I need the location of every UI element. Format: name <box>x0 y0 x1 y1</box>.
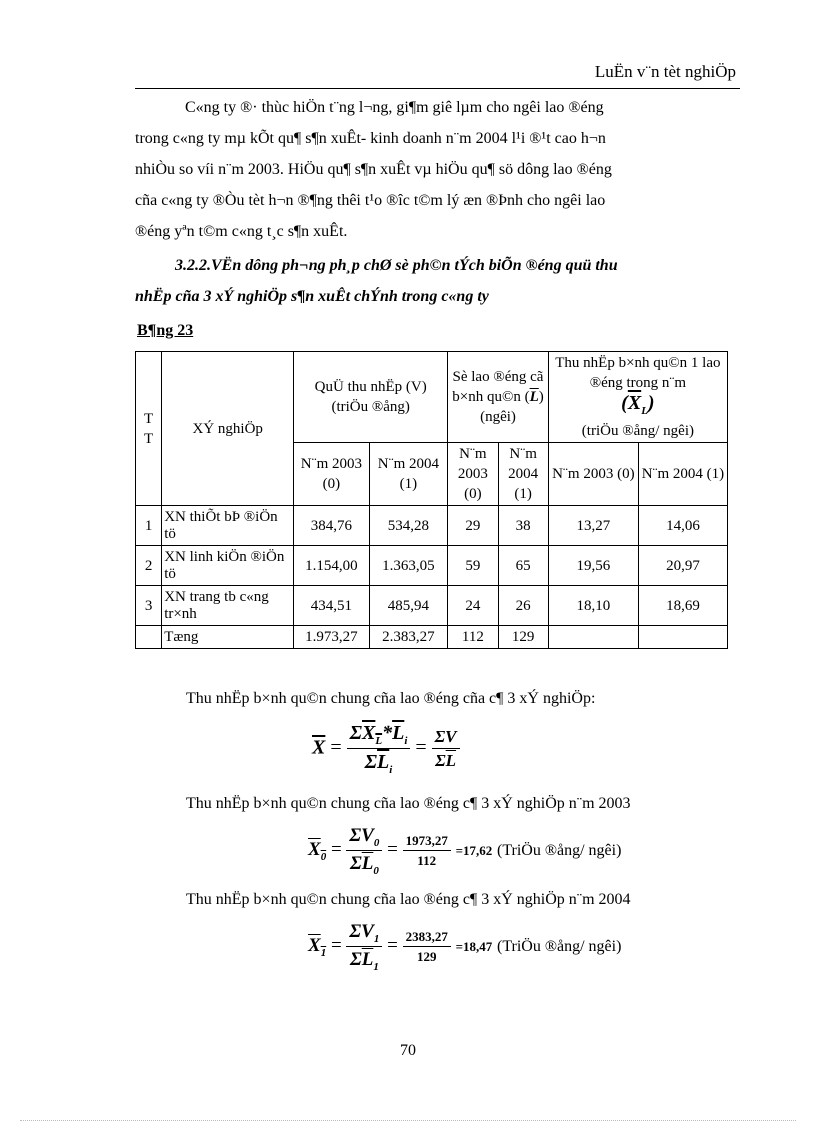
row-l1: 38 <box>498 506 548 546</box>
section-heading-line: 3.2.2.VËn dông ph¬ng ph¸p chØ sè ph©n tÝch biÕn ®éng quü thu <box>175 257 618 274</box>
row-l0: 59 <box>448 546 498 586</box>
row-x1: 14,06 <box>638 506 727 546</box>
income-symbol-sub: L <box>641 405 648 417</box>
page-number: 70 <box>400 1042 416 1059</box>
income-symbol: $\overline{X}$ <box>627 392 642 414</box>
row-tt: 2 <box>136 546 162 586</box>
header-rule <box>135 88 740 89</box>
formula-value-den: 112 <box>417 852 437 868</box>
labor-symbol: $\overline{L}$ <box>529 389 539 405</box>
paragraph-line: C«ng ty ®· thùc hiÖn t¨ng l¬ng, gi¶m giê lµm cho ngêi lao ®éng <box>185 99 604 116</box>
formula-result: =17,62 <box>455 843 493 859</box>
row-name: XN thiÕt bÞ ®iÖn tö <box>162 506 294 546</box>
formula-eq: = <box>387 839 398 861</box>
formula-eq: = <box>330 839 342 861</box>
sub-income-2004: N¨m 2004 (1) <box>638 443 727 506</box>
formula-frac-1 <box>347 722 411 776</box>
paragraph-line: nhiÒu so víi n¨m 2003. HiÖu qu¶ s¶n xuÊt vµ hiÖu qu¶ sö dông lao ®éng <box>135 161 612 178</box>
header-income-symbol: $(\overline{X}_L)$ <box>621 392 655 417</box>
header-income <box>548 352 727 443</box>
formula-frac-values <box>403 929 451 965</box>
row-v1: 485,94 <box>369 586 448 626</box>
formula-num: $\Sigma V_0$ <box>346 825 382 851</box>
row-name: XN linh kiÖn ®iÖn tö <box>162 546 294 586</box>
formula-den: $\Sigma\overline{L}_0$ <box>349 852 379 877</box>
row-x1: 20,97 <box>638 546 727 586</box>
header-labor-text: Sè lao ®éng cã b×nh qu©n ( <box>452 369 544 405</box>
sub-fund-2003: N¨m 2003 (0) <box>294 443 369 506</box>
header-labor-tail: ) (ngêi) <box>480 389 544 425</box>
text-2003: Thu nhËp b×nh qu©n chung cña lao ®éng c¶ 3 xÝ nghiÖp n¨m 2003 <box>186 795 631 812</box>
row-v0: 1.154,00 <box>294 546 369 586</box>
paragraph-line: ®éng yªn t©m c«ng t¸c s¶n xuÊt. <box>135 223 348 240</box>
table-row <box>136 586 728 626</box>
row-x0: 18,10 <box>548 586 638 626</box>
row-l1: 65 <box>498 546 548 586</box>
total-x1 <box>638 626 727 649</box>
row-v0: 434,51 <box>294 586 369 626</box>
section-heading-line: nhËp cña 3 xÝ nghiÖp s¶n xuÊt chÝnh trong c«ng ty <box>135 288 489 305</box>
formula-eq: = <box>387 935 398 957</box>
income-table <box>135 351 728 649</box>
total-x0 <box>548 626 638 649</box>
formula-eq: = <box>330 935 342 957</box>
row-l0: 29 <box>448 506 498 546</box>
formula-value-den: 129 <box>416 948 437 964</box>
row-tt: 3 <box>136 586 162 626</box>
formula-x0: $X_0$ <box>308 839 327 863</box>
total-l0: 112 <box>448 626 498 649</box>
formula-eq: = <box>330 736 347 759</box>
paragraph-1 <box>135 92 740 247</box>
text-2004: Thu nhËp b×nh qu©n chung cña lao ®éng c¶ 3 xÝ nghiÖp n¨m 2004 <box>186 891 631 908</box>
formula-den: $\Sigma\overline{L}_1$ <box>349 948 379 973</box>
total-tt <box>136 626 162 649</box>
formula-result-value: 17,62 <box>462 843 493 859</box>
row-x0: 13,27 <box>548 506 638 546</box>
header-fund: QuÜ thu nhËp (V) (triÖu ®ång) <box>294 352 448 443</box>
sub-fund-2004: N¨m 2004 (1) <box>369 443 448 506</box>
paragraph-line: cña c«ng ty ®Òu tèt h¬n ®¶ng thêi t¹o ®îc t©m lý æn ®Þnh cho ngêi lao <box>135 192 606 209</box>
formula-eq2: = <box>415 736 432 759</box>
formula-den2: $\Sigma\overline{L}$ <box>435 751 457 770</box>
text-general: Thu nhËp b×nh qu©n chung cña lao ®éng cña c¶ 3 xÝ nghiÖp: <box>186 690 596 707</box>
header-tt: T T <box>136 352 162 506</box>
formula-2003 <box>308 825 621 877</box>
formula-value-num: 1973,27 <box>403 833 451 851</box>
total-name: Tæng <box>162 626 294 649</box>
table-label: B¶ng 23 <box>137 322 194 339</box>
header-enterprise: XÝ nghiÖp <box>162 352 294 506</box>
row-x1: 18,69 <box>638 586 727 626</box>
sub-labor-2003: N¨m 2003 (0) <box>448 443 498 506</box>
sub-income-2003: N¨m 2003 (0) <box>548 443 638 506</box>
page-bottom-edge <box>20 1120 796 1121</box>
formula-num: $\Sigma X_L*\overline{L}_i$ <box>347 722 411 749</box>
formula-frac-v1 <box>346 921 382 973</box>
section-heading <box>135 250 745 312</box>
total-v1: 2.383,27 <box>369 626 448 649</box>
formula-frac-v0 <box>346 825 382 877</box>
formula-num: $\Sigma V_1$ <box>346 921 382 947</box>
formula-den: $\Sigma\overline{L}_i$ <box>364 751 393 776</box>
row-name: XN trang tb c«ng tr×nh <box>162 586 294 626</box>
header-income-text: Thu nhËp b×nh qu©n 1 lao ®éng trong n¨m <box>555 355 721 391</box>
row-v1: 1.363,05 <box>369 546 448 586</box>
formula-2004 <box>308 921 621 973</box>
formula-general <box>312 722 460 776</box>
row-v0: 384,76 <box>294 506 369 546</box>
header-income-unit: (triÖu ®ång/ ngêi) <box>581 423 694 439</box>
row-v1: 534,28 <box>369 506 448 546</box>
formula-unit: (TriÖu ®ång/ ngêi) <box>496 842 622 860</box>
table-row <box>136 506 728 546</box>
row-x0: 19,56 <box>548 546 638 586</box>
row-tt: 1 <box>136 506 162 546</box>
total-v0: 1.973,27 <box>294 626 369 649</box>
row-l0: 24 <box>448 586 498 626</box>
formula-x: $\overline{X}$ <box>312 736 326 759</box>
formula-frac-2 <box>432 727 460 771</box>
formula-x1: $X_1$ <box>308 935 327 959</box>
table-total-row <box>136 626 728 649</box>
running-header: LuËn v¨n tèt nghiÖp <box>594 62 736 81</box>
formula-result-value: 18,47 <box>462 939 493 955</box>
formula-unit: (TriÖu ®ång/ ngêi) <box>496 938 622 956</box>
table-row <box>136 546 728 586</box>
formula-value-num: 2383,27 <box>403 929 451 947</box>
formula-frac-values <box>403 833 451 869</box>
formula-num2: ΣV <box>432 727 460 749</box>
formula-result: =18,47 <box>455 939 493 955</box>
paragraph-line: trong c«ng ty mµ kÕt qu¶ s¶n xuÊt- kinh doanh n¨m 2004 l¹i ®¹t cao h¬n <box>135 130 606 147</box>
header-labor <box>448 352 549 443</box>
sub-labor-2004: N¨m 2004 (1) <box>498 443 548 506</box>
row-l1: 26 <box>498 586 548 626</box>
total-l1: 129 <box>498 626 548 649</box>
